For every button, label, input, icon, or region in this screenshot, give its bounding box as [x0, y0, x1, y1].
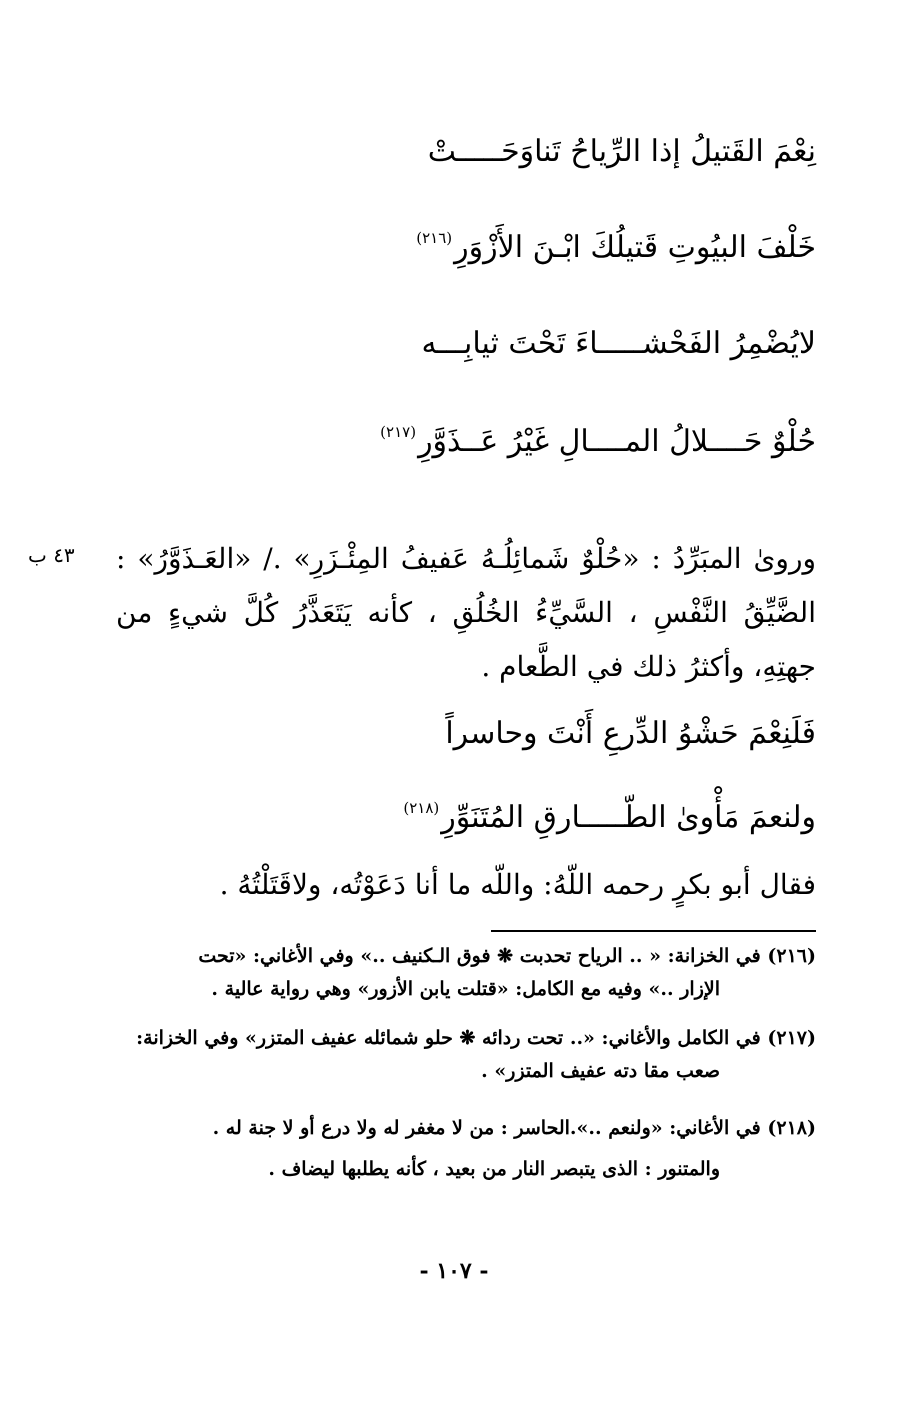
footnote-217 [94, 1022, 816, 1088]
closing-text: فقال أبو بكرٍ رحمه اللّهُ: واللّه ما أنا دَعَوْتُه، ولاقَتَلْتُهُ . [219, 868, 816, 901]
commentary-paragraph [116, 532, 816, 694]
footnote-marker: (٢١٨) [403, 799, 440, 817]
verse-line-4 [380, 412, 816, 462]
verse-text: خَلْفَ البيُوتِ قَتيلُكَ ابْـنَ الأَزْوَرِ [454, 230, 816, 265]
verse-line-6 [403, 788, 816, 838]
footnote-line: (٢١٧) في الكامل والأغاني: «.. تحت ردائه ❋ حلو شمائله عفيف المتزر» وفي الخزانة: [136, 1027, 816, 1049]
footnote-218 [94, 1112, 816, 1186]
commentary-text: وروىٰ المبَرِّدُ : «حُلْوٌ شَمائِلُـهُ عَفيفُ المِئْـزَرِ» ./ «العَـذَوَّرُ» : الضَّيِّقُ النَّفْسِ ، السَّيِّءُ الخُلُقِ ، كأنه يَتَعَذَّرُ كُلَّ شيءٍ من جهتِهِ، وأكثرُ ذلك في الطَّعام . [116, 542, 816, 683]
footnote-separator [491, 930, 816, 932]
verse-line-2 [416, 218, 816, 268]
footnote-line: صعب مقا دته عفيف المتزر» . [481, 1060, 720, 1082]
page-number: - ١٠٧ - [419, 1258, 489, 1284]
margin-folio-note: ٤٣ ب [28, 543, 75, 567]
verse-text: حُلْوٌ حَــــلالُ المــــالِ غَيْرُ عَــذَوَّرِ [418, 424, 816, 459]
verse-text: نِعْمَ القَتيلُ إذا الرِّياحُ تَناوَحَـــــتْ [427, 134, 816, 169]
verse-text: ولنعمَ مَأْوىٰ الطّـــــارقِ المُتَنَوِّرِ [441, 800, 816, 835]
footnote-line: (٢١٨) في الأغاني: «ولنعم ..».الحاسر : من لا مغفر له ولا درع أو لا جنة له . [212, 1117, 816, 1139]
footnote-line: الإزار ..» وفيه مع الكامل: «قتلت يابن الأزور» وهي رواية عالية . [211, 978, 720, 1000]
footnote-line: والمتنور : الذى يتبصر النار من بعيد ، كأنه يطلبها ليضاف . [268, 1158, 720, 1180]
footnote-line: (٢١٦) في الخزانة: « .. الرياح تحدبت ❋ فوق الـكنيف ..» وفي الأغاني: «تحت [198, 945, 816, 967]
verse-line-5 [445, 714, 816, 754]
verse-line-1 [428, 132, 816, 172]
footnote-marker: (٢١٧) [380, 423, 417, 441]
footnote-marker: (٢١٦) [416, 229, 453, 247]
closing-paragraph [116, 858, 816, 912]
verse-text: فَلَنِعْمَ حَشْوُ الدِّرعِ أَنْتَ وحاسراً [445, 716, 816, 751]
verse-line-3 [422, 324, 816, 364]
footnote-216 [94, 940, 816, 1006]
verse-text: لايُضْمِرُ الفَحْشـــــاءَ تَحْتَ ثيابِـــه [421, 326, 816, 361]
